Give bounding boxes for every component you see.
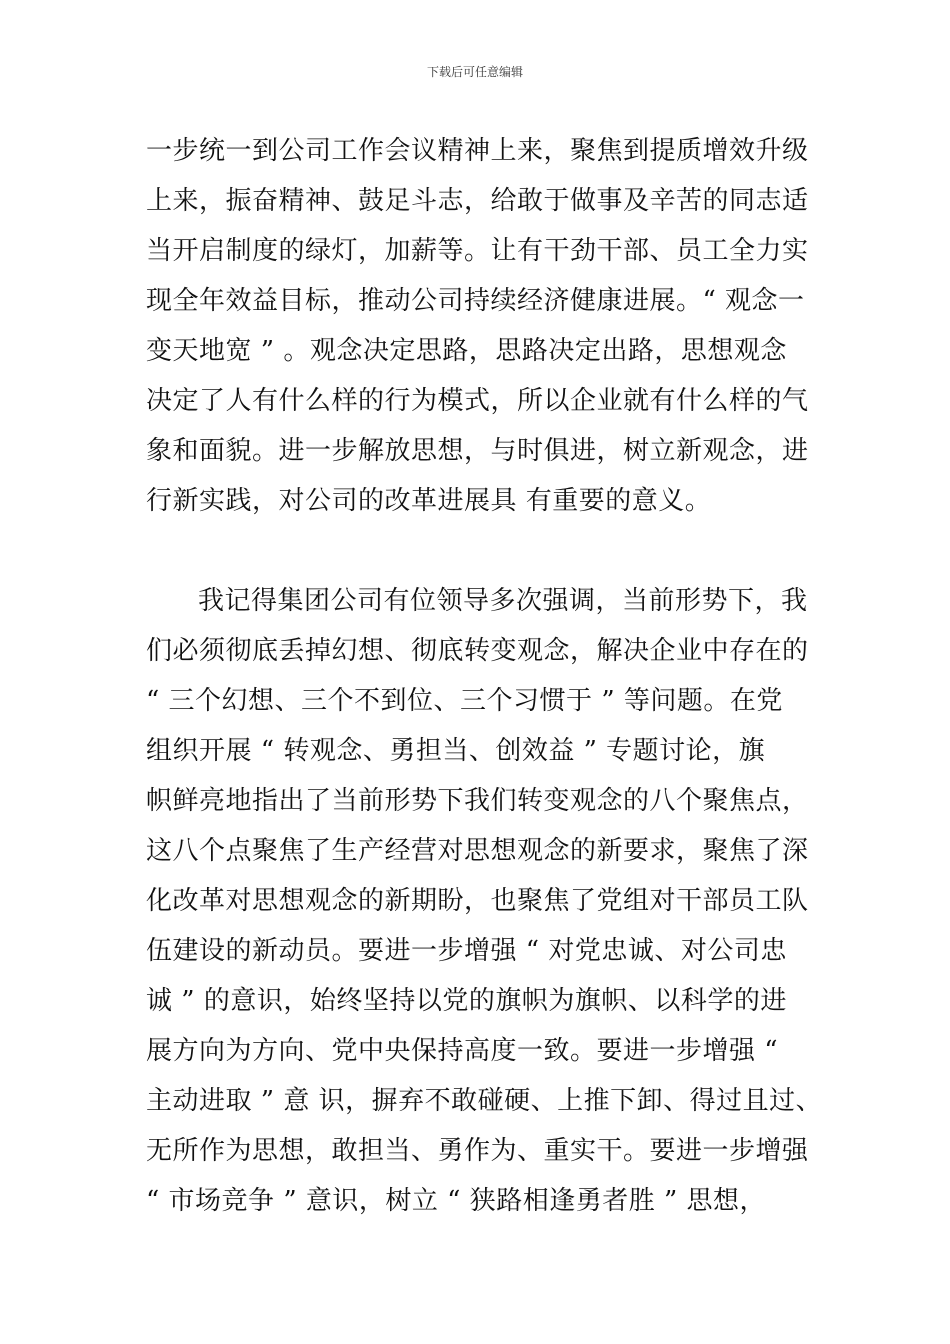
text-line: 当开启制度的绿灯，加薪等。让有干劲干部、员工全力实 [146, 236, 809, 266]
text-line: 展方向为方向、党中央保持高度一致。要进一步增强 “ [146, 1036, 779, 1066]
text-line-indented: 我记得集团公司有位领导多次强调，当前形势下，我 [198, 586, 808, 616]
body-paragraph-2 [146, 576, 826, 1226]
text-line: 帜鲜亮地指出了当前形势下我们转变观念的八个聚焦点， [146, 786, 809, 816]
text-line: 象和面貌。进一步解放思想，与时俱进，树立新观念，进 [146, 436, 809, 466]
text-line: 上来，振奋精神、鼓足斗志，给敢于做事及辛苦的同志适 [146, 186, 809, 216]
text-line: 这八个点聚焦了生产经营对思想观念的新要求，聚焦了深 [146, 836, 809, 866]
text-line: 一步统一到公司工作会议精神上来，聚焦到提质增效升级 [146, 136, 809, 166]
page-header-note: 下载后可任意编辑 [426, 65, 523, 79]
text-line: 主动进取 ” 意 识，摒弃不敢碰硬、上推下卸、得过且过、 [146, 1086, 823, 1116]
text-line: “ 市场竞争 ” 意识，树立 “ 狭路相逢勇者胜 ” 思想， [146, 1186, 767, 1216]
text-line: 变天地宽 ” 。观念决定思路，思路决定出路，思想观念 [146, 336, 787, 366]
text-line: 现全年效益目标，推动公司持续经济健康进展。“ 观念一 [146, 286, 805, 316]
text-line: 们必须彻底丢掉幻想、彻底转变观念，解决企业中存在的 [146, 636, 809, 666]
text-line: 伍建设的新动员。要进一步增强 “ 对党忠诚、对公司忠 [146, 936, 787, 966]
text-line: 化改革对思想观念的新期盼，也聚焦了党组对干部员工队 [146, 886, 809, 916]
text-line: 诚 ” 的意识，始终坚持以党的旗帜为旗帜、以科学的进 [146, 986, 787, 1016]
text-line: 决定了人有什么样的行为模式，所以企业就有什么样的气 [146, 386, 809, 416]
text-line: 组织开展 “ 转观念、勇担当、创效益 ” 专题讨论，旗 [146, 736, 766, 766]
body-paragraph-1 [146, 126, 826, 526]
text-line: “ 三个幻想、三个不到位、三个习惯于 ” 等问题。在党 [146, 686, 783, 716]
text-line: 行新实践，对公司的改革进展具 有重要的意义。 [146, 486, 712, 516]
text-line: 无所作为思想，敢担当、勇作为、重实干。要进一步增强 [146, 1136, 809, 1166]
